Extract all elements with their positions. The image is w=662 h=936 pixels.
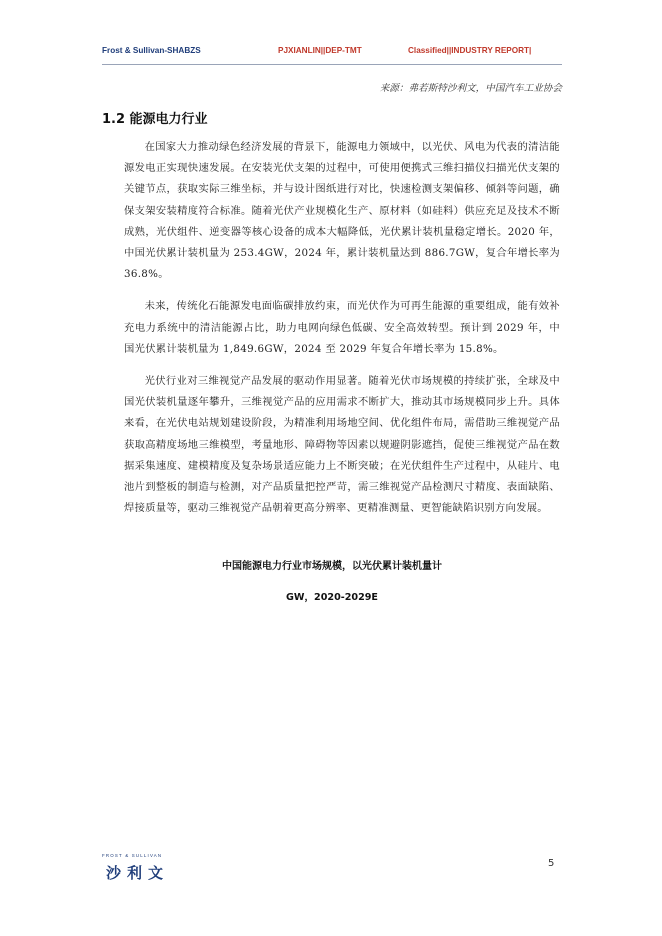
section-heading: 1.2 能源电力行业	[102, 112, 208, 127]
chart-unit-subtitle: GW，2020-2029E	[286, 592, 378, 603]
logo-chinese-text: 沙利文	[106, 864, 170, 882]
page-number: 5	[548, 858, 555, 869]
paragraph-2: 未来，传统化石能源发电面临碳排放约束，而光伏作为可再生能源的重要组成，能有效补充电力系统中的清洁能源占比，助力电网向绿色低碳、安全高效转型。预计到 2029 年，中国光伏累计装机量为 1,849.6GW，2024 至 2029 年复合年增长率为 15.8%。	[124, 300, 560, 355]
header-department: PJXIANLIN||DEP-TMT	[278, 46, 362, 55]
frost-sullivan-logo	[102, 853, 182, 885]
logo-english-text: FROST & SULLIVAN	[102, 853, 163, 858]
paragraph-1: 在国家大力推动绿色经济发展的背景下，能源电力领域中，以光伏、风电为代表的清洁能源发电正实现快速发展。在安装光伏支架的过程中，可使用便携式三维扫描仪扫描光伏支架的关键节点，获取实际三维坐标，并与设计图纸进行对比，快速检测支架偏移、倾斜等问题，确保支架安装精度符合标准。随着光伏产业规模化生产、原材料（如硅料）供应充足及技术不断成熟，光伏组件、逆变器等核心设备的成本大幅降低，光伏累计装机量稳定增长。2020 年，中国光伏累计装机量为 253.4GW，2024 年，累计装机量达到 886.7GW，复合年增长率为 36.8%。	[124, 141, 560, 281]
source-note: 来源：弗若斯特沙利文，中国汽车工业协会	[379, 83, 562, 94]
page-header	[102, 44, 562, 60]
body-text	[124, 137, 560, 530]
header-divider	[102, 64, 562, 65]
header-company: Frost & Sullivan-SHABZS	[102, 46, 201, 55]
paragraph-3: 光伏行业对三维视觉产品发展的驱动作用显著。随着光伏市场规模的持续扩张，全球及中国光伏装机量逐年攀升，三维视觉产品的应用需求不断扩大，推动其市场规模同步上升。具体来看，在光伏电站规划建设阶段，为精准利用场地空间、优化组件布局，需借助三维视觉产品获取高精度场地三维模型，考量地形、障碍物等因素以规避阴影遮挡，促使三维视觉产品在数据采集速度、建模精度及复杂场景适应能力上不断突破；在光伏组件生产过程中，从硅片、电池片到整板的制造与检测，对产品质量把控严苛，需三维视觉产品检测尺寸精度、表面缺陷、焊接质量等，驱动三维视觉产品朝着更高分辨率、更精准测量、更智能缺陷识别方向发展。	[124, 375, 560, 515]
header-classification: Classified||INDUSTRY REPORT|	[408, 46, 532, 55]
chart-title: 中国能源电力行业市场规模，以光伏累计装机量计	[222, 561, 442, 572]
